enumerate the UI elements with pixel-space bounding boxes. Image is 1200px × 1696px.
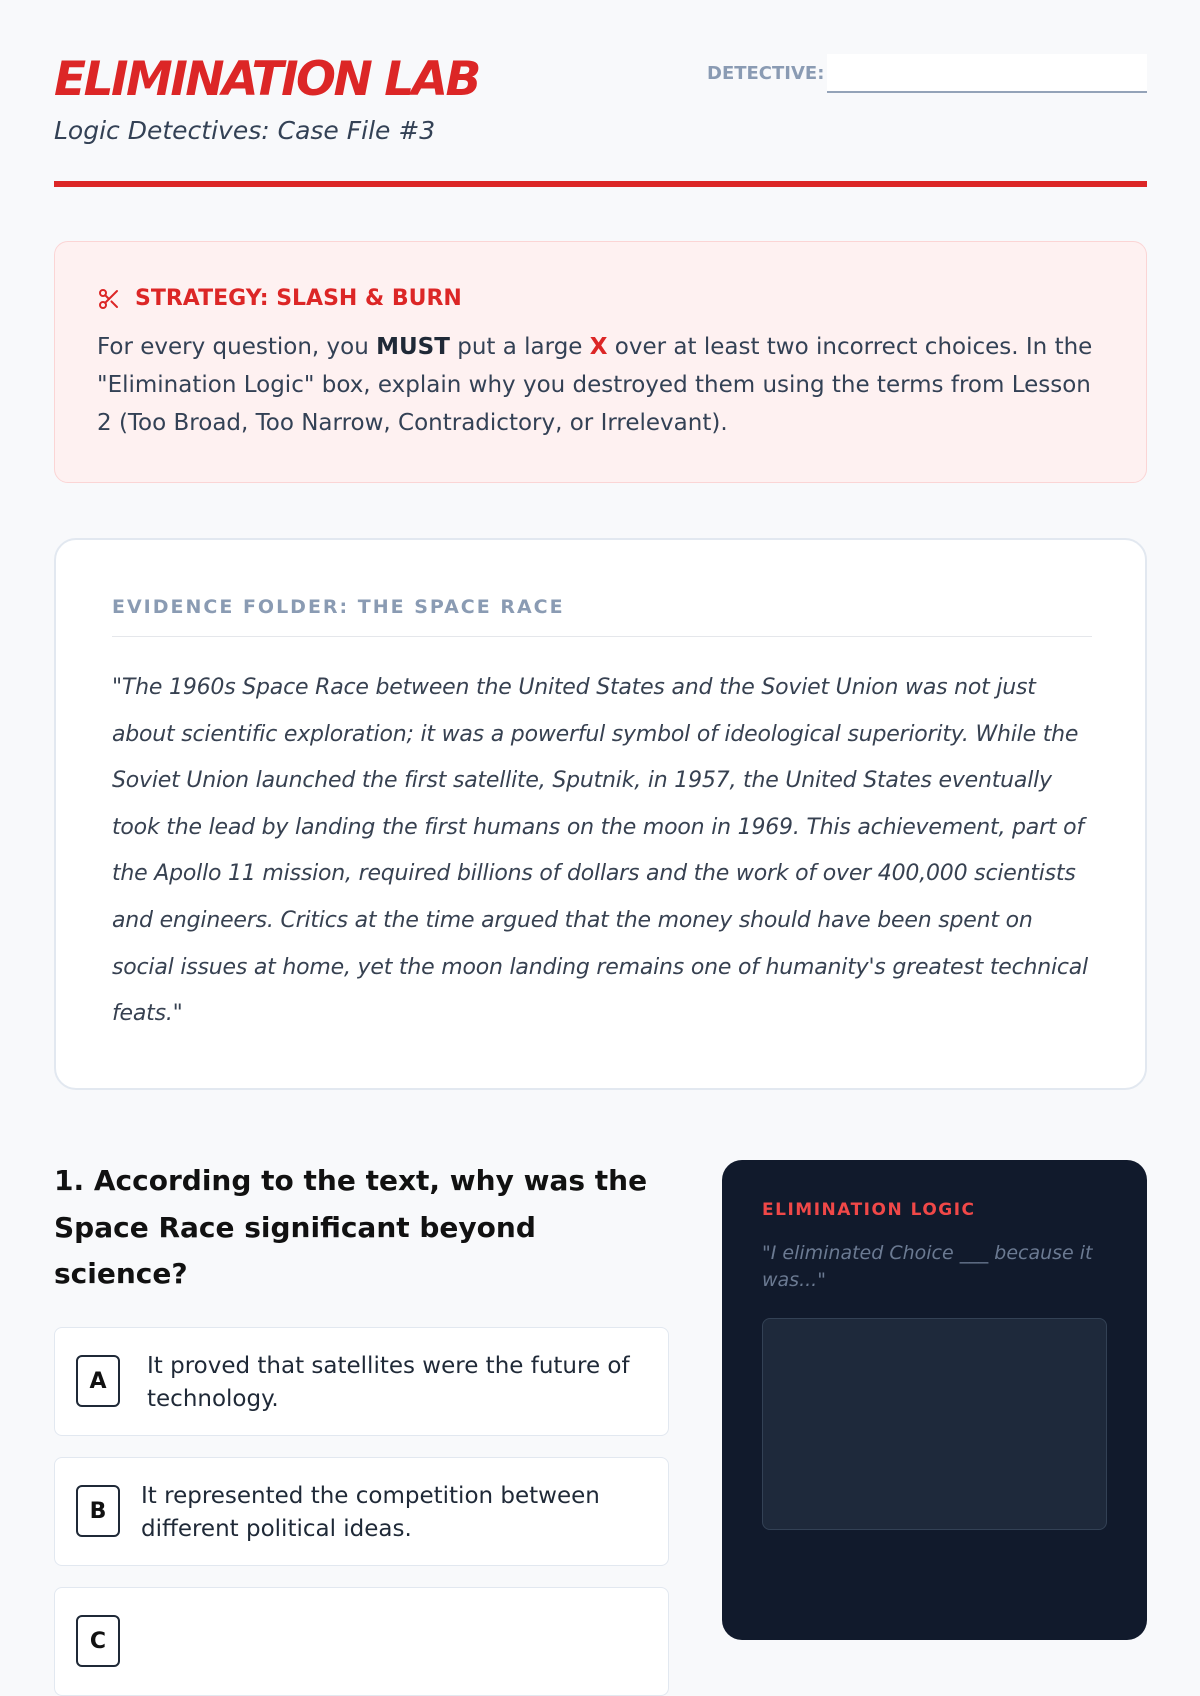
logic-title: ELIMINATION LOGIC (762, 1200, 976, 1220)
strategy-box (54, 241, 1147, 483)
strategy-header (97, 286, 462, 311)
strategy-x-mark: X (589, 334, 608, 360)
choice-letter: A (76, 1355, 120, 1407)
logic-prompt: "I eliminated Choice ___ because it was..." (762, 1242, 1093, 1291)
header-divider (54, 181, 1147, 187)
choice-text: It proved that satellites were the future of technology. (147, 1353, 630, 1412)
choice-text: It represented the competition between different political ideas. (141, 1483, 600, 1542)
strategy-text-3: over at least two incorrect choices. In the "Elimination Logic" box, explain why you destroyed them using the terms from Lesson 2 (Too Broad, Too Narrow, Contradictory, or Irrelevant). (97, 334, 1093, 436)
detective-label: DETECTIVE: (707, 63, 825, 84)
evidence-card (54, 538, 1147, 1090)
worksheet-page (54, 0, 1147, 1654)
strategy-title: STRATEGY: SLASH & BURN (135, 286, 462, 311)
strategy-text-1: For every question, you (97, 334, 377, 360)
choice-a[interactable] (54, 1327, 669, 1436)
scissors-icon (97, 287, 121, 311)
elimination-logic-panel (722, 1160, 1147, 1640)
strategy-instructions (97, 328, 1109, 442)
header (54, 0, 1147, 190)
strategy-text-2: put a large (449, 334, 590, 360)
choice-c[interactable] (54, 1587, 669, 1696)
evidence-title: EVIDENCE FOLDER: THE SPACE RACE (112, 596, 565, 618)
logic-answer-textarea[interactable] (762, 1318, 1107, 1530)
choice-letter: C (76, 1615, 120, 1667)
page-subtitle: Logic Detectives: Case File #3 (54, 116, 436, 145)
evidence-divider (112, 636, 1092, 637)
detective-name-input[interactable] (827, 54, 1147, 93)
evidence-passage: "The 1960s Space Race between the United States and the Soviet Union was not just about scientific exploration; it was a powerful symbol of ideological superiority. While the Soviet Union launched the first satellite, Sputnik, in 1957, the United States eventually took the lead by landing the first humans on the moon in 1969. This achievement, part of the Apollo 11 mission, required billions of dollars and the work of over 400,000 scientists and engineers. Critics at the time argued that the money should have been spent on social issues at home, yet the moon landing remains one of humanity's greatest technical feats." (112, 675, 1088, 1027)
page-title: ELIMINATION LAB (54, 52, 479, 107)
question-text: 1. According to the text, why was the Space Race significant beyond science? (54, 1164, 648, 1290)
strategy-must: MUST (376, 334, 450, 360)
choice-b[interactable] (54, 1457, 669, 1566)
choice-letter: B (76, 1485, 120, 1537)
